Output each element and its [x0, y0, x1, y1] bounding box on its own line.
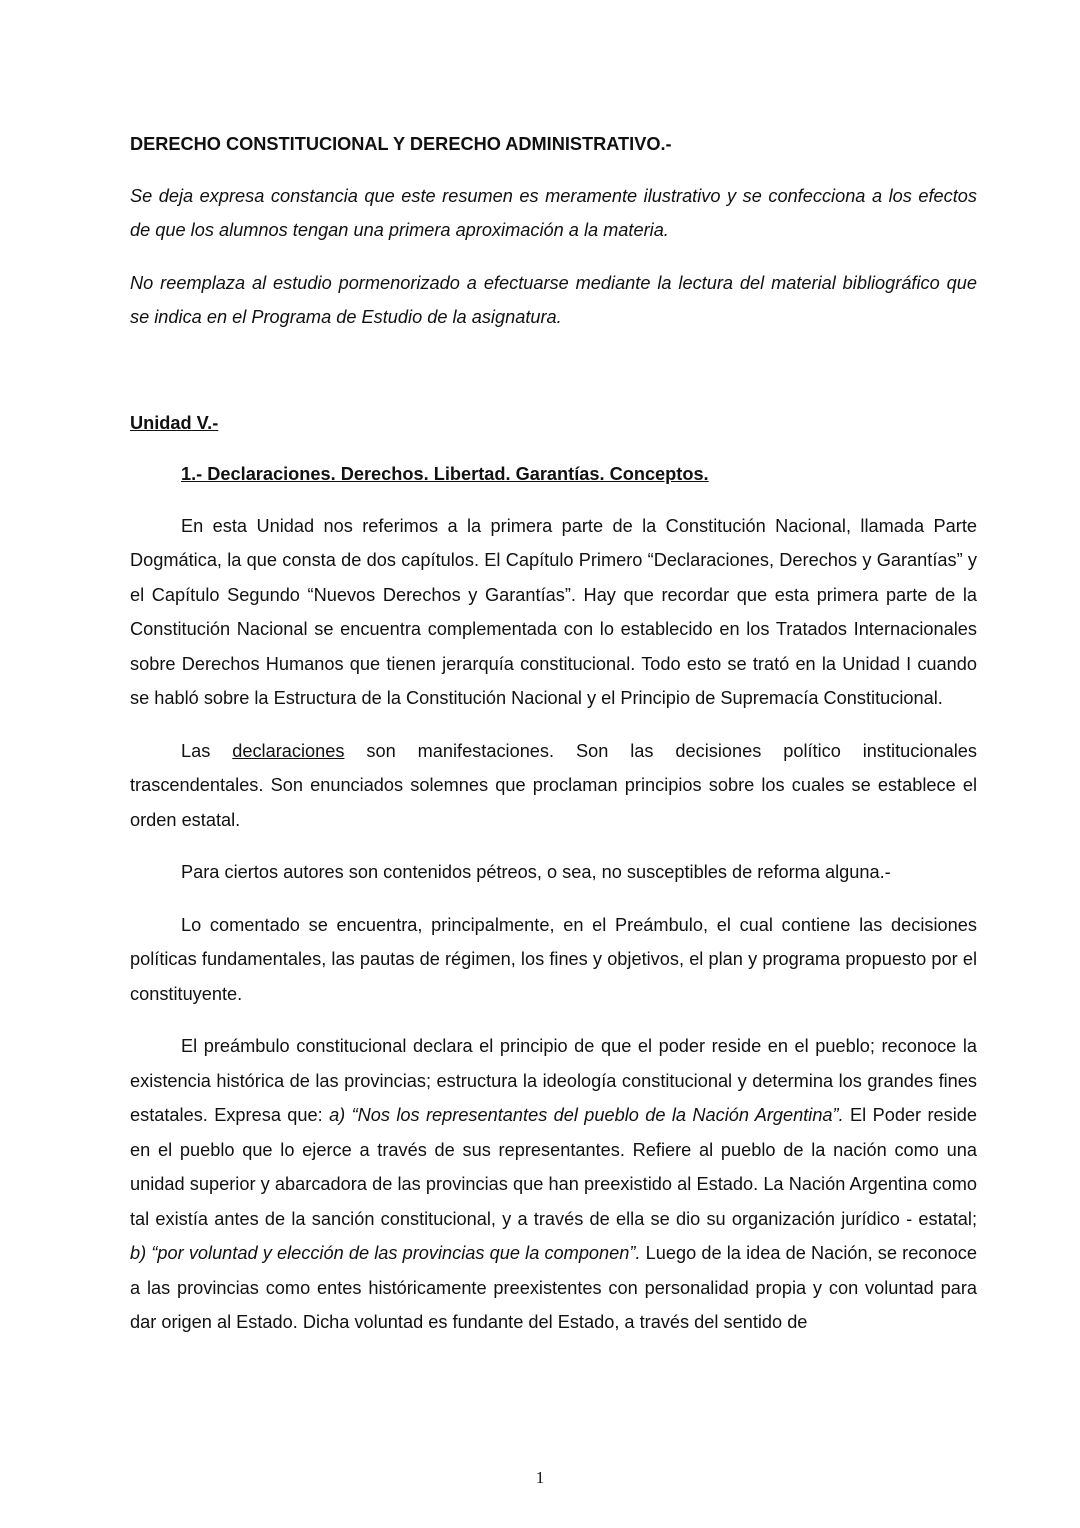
body-paragraph: [130, 1029, 977, 1340]
text-segment: Luego de la idea de Nación, se reconoce a las provincias como entes históricamente preexistentes con personalidad propia y con voluntad para dar origen al Estado. Dicha voluntad es fundante del Estado, a través del sentido de: [130, 1243, 977, 1332]
disclaimer-paragraph: No reemplaza al estudio pormenorizado a efectuarse mediante la lectura del material bibliográfico que se indica en el Programa de Estudio de la asignatura.: [130, 272, 977, 327]
underlined-term: declaraciones: [232, 740, 345, 761]
body-paragraph: Lo comentado se encuentra, principalmente, en el Preámbulo, el cual contiene las decisiones políticas fundamentales, las pautas de régimen, los fines y objetivos, el plan y programa propuesto por el constituyente.: [130, 914, 977, 1004]
section-heading: 1.- Declaraciones. Derechos. Libertad. Garantías. Conceptos.: [181, 464, 709, 484]
document-title: DERECHO CONSTITUCIONAL Y DERECHO ADMINISTRATIVO.-: [130, 134, 672, 154]
italic-quote: b) “por voluntad y elección de las provincias que la componen”.: [130, 1243, 641, 1263]
document-page: [130, 127, 977, 1340]
body-paragraph: En esta Unidad nos referimos a la primera parte de la Constitución Nacional, llamada Parte Dogmática, la que consta de dos capítulos. El Capítulo Primero “Declaraciones, Derechos y Garantías” y el Capítulo Segundo “Nuevos Derechos y Garantías”. Hay que recordar que esta primera parte de la Constitución Nacional se encuentra complementada con lo establecido en los Tratados Internacionales sobre Derechos Humanos que tienen jerarquía constitucional. Todo esto se trató en la Unidad I cuando se habló sobre la Estructura de la Constitución Nacional y el Principio de Supremacía Constitucional.: [130, 515, 977, 708]
text-segment: Las: [181, 740, 233, 761]
text-segment: son manifestaciones. Son las decisiones político institucionales trascendentales. Son enunciados solemnes que proclaman principios sobre los cuales se establece el orden estatal.: [130, 740, 977, 830]
body-paragraph: [130, 734, 977, 838]
unit-heading: Unidad V.-: [130, 412, 219, 433]
disclaimer-paragraph: Se deja expresa constancia que este resumen es meramente ilustrativo y se confecciona a los efectos de que los alumnos tengan una primera aproximación a la materia.: [130, 185, 977, 240]
text-segment: El Poder reside en el pueblo que lo ejerce a través de sus representantes. Refiere al pueblo de la nación como una unidad superior y abarcadora de las provincias que han preexistido al Estado. La Nación Argentina como tal existía antes de la sanción constitucional, y a través de ella se dio su organización jurídico - estatal;: [130, 1105, 978, 1229]
page-number: 1: [535, 1468, 545, 1487]
italic-quote: a) “Nos los representantes del pueblo de la Nación Argentina”.: [329, 1105, 844, 1125]
body-paragraph: Para ciertos autores son contenidos pétreos, o sea, no susceptibles de reforma alguna.-: [181, 862, 891, 882]
text-segment: El preámbulo constitucional declara el principio de que el poder reside en el pueblo; reconoce la existencia histórica de las provincias; estructura la ideología constitucional y determina los grandes fines estatales. Expresa que:: [130, 1036, 977, 1125]
